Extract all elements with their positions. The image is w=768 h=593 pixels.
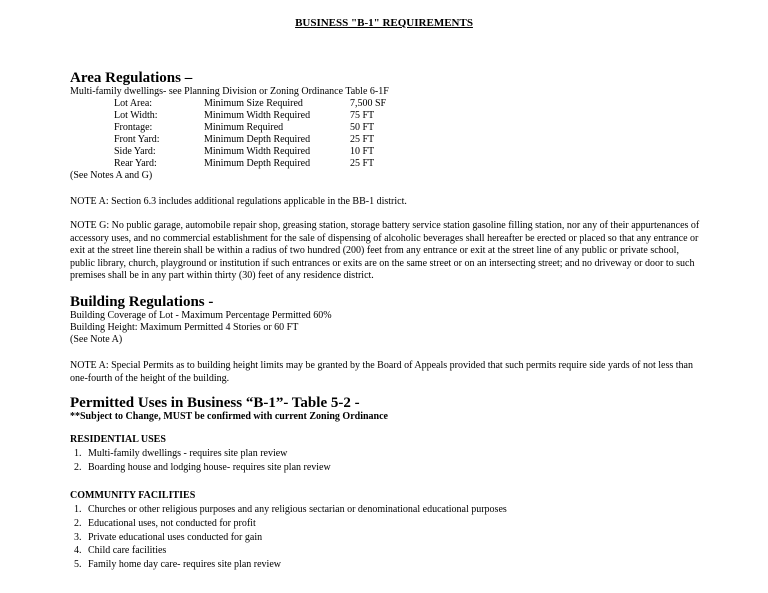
row-value: 50 FT — [350, 122, 375, 133]
area-intro: Multi-family dwellings- see Planning Division or Zoning Ordinance Table 6-1F — [70, 86, 389, 97]
list-item: 1. Multi-family dwellings - requires site plan review — [74, 448, 288, 459]
list-item: 3. Private educational uses conducted for gain — [74, 531, 263, 543]
row-requirement: Minimum Depth Required — [204, 158, 311, 169]
community-facilities-list — [74, 503, 507, 572]
row-value: 25 FT — [350, 158, 375, 169]
list-item: 2. Boarding house and lodging house- requires site plan review — [74, 461, 331, 473]
residential-uses-title: RESIDENTIAL USES — [70, 434, 166, 445]
residential-uses-list — [74, 447, 331, 475]
document-title: BUSINESS "B-1" REQUIREMENTS — [295, 17, 473, 29]
area-note-a: NOTE A: Section 6.3 includes additional regulations applicable in the BB-1 district. — [70, 196, 407, 207]
row-label: Rear Yard: — [114, 158, 157, 169]
area-note-g: NOTE G: No public garage, automobile repair shop, greasing station, storage battery service station gasoline filling station, nor any of their appurtenances of accessory uses, and no commercial establishment for the sale of dispensing of alcoholic beverages shall hereafter be erected or placed so that any entrance or exit at the street line therein shall be within a radius of two hundred (200) feet from any entrance or exit at the street line of any public or private school, public library, church, playground or institution if such entrances or exits are on the same street or on an intersecting street; and no driveway or door to such premises shall be in any part within thirty (30) feet of any residence district. — [70, 220, 700, 282]
permitted-uses-heading: Permitted Uses in Business “B-1”- Table 5-2 - — [70, 395, 360, 411]
building-coverage: Building Coverage of Lot - Maximum Percentage Permitted 60% — [70, 310, 332, 321]
row-requirement: Minimum Width Required — [204, 110, 311, 121]
row-value: 75 FT — [350, 110, 375, 121]
building-see-note: (See Note A) — [70, 334, 123, 345]
area-see-notes: (See Notes A and G) — [70, 170, 153, 181]
row-label: Frontage: — [114, 122, 153, 133]
row-label: Lot Area: — [114, 98, 153, 109]
list-item: 1. Churches or other religious purposes and any religious sectarian or denominational educational purposes — [74, 504, 507, 515]
building-note-a: NOTE A: Special Permits as to building height limits may be granted by the Board of Appeals provided that such permits require side yards of not less than one-fourth of the height of the building. — [70, 360, 693, 384]
row-requirement: Minimum Width Required — [204, 146, 311, 157]
row-requirement: Minimum Depth Required — [204, 134, 311, 145]
row-label: Side Yard: — [114, 146, 156, 157]
list-item: 5. Family home day care- requires site plan review — [74, 559, 281, 571]
row-label: Front Yard: — [114, 134, 160, 145]
row-label: Lot Width: — [114, 110, 158, 121]
row-requirement: Minimum Required — [204, 122, 284, 133]
list-item: 4. Child care facilities — [74, 545, 167, 557]
community-facilities-title: COMMUNITY FACILITIES — [70, 490, 196, 501]
list-item: 2. Educational uses, not conducted for profit — [74, 517, 256, 529]
row-value: 25 FT — [350, 134, 375, 145]
area-regulations-heading: Area Regulations – — [70, 70, 193, 86]
row-value: 10 FT — [350, 146, 375, 157]
building-regulations-heading: Building Regulations - — [70, 294, 214, 310]
building-height: Building Height: Maximum Permitted 4 Stories or 60 FT — [70, 322, 299, 333]
row-value: 7,500 SF — [350, 98, 387, 109]
permitted-uses-subheading: **Subject to Change, MUST be confirmed with current Zoning Ordinance — [70, 411, 388, 422]
row-requirement: Minimum Size Required — [204, 98, 303, 109]
